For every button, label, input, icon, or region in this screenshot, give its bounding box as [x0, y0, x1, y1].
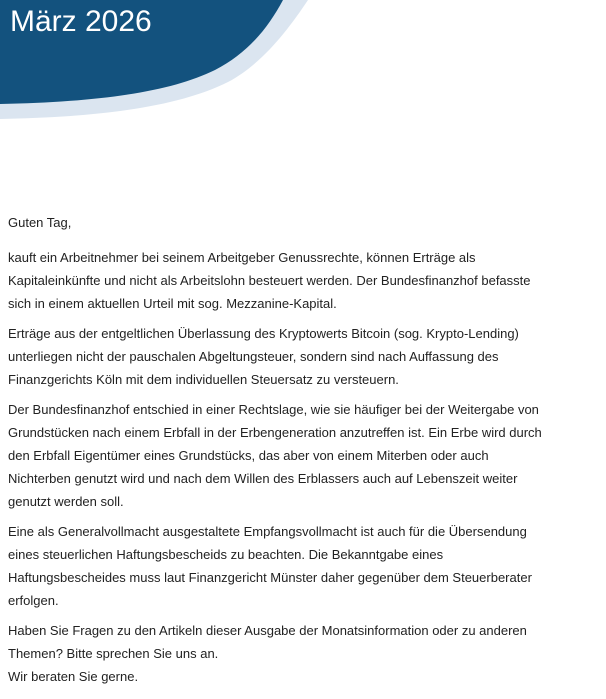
paragraph: kauft ein Arbeitnehmer bei seinem Arbeitgeber Genussrechte, können Erträge als Kapitaleinkünfte und nicht als Arbeitslohn besteuert werden. Der Bundesfinanzhof befasste sich in einem aktuellen Urteil mit sog. Mezzanine-Kapital. [8, 250, 531, 311]
paragraph: Der Bundesfinanzhof entschied in einer Rechtslage, wie sie häufiger bei der Weitergabe von Grundstücken nach einem Erbfall in der Erbengeneration anzutreffen ist. Ein Erbe wird durch den Erbfall Eigentümer eines Grundstücks, das aber von einem Miterben oder auch Nichterben genutzt wird und nach dem Willen des Erblassers auch auf Lebenszeit weiter genutzt werden soll. [8, 402, 542, 509]
letter-body [8, 211, 598, 695]
paragraphs [8, 246, 598, 688]
header-banner [0, 0, 606, 135]
paragraph: Haben Sie Fragen zu den Artikeln dieser Ausgabe der Monatsinformation oder zu anderen Themen? Bitte sprechen Sie uns an. Wir beraten Sie gerne. [8, 623, 527, 684]
paragraph: Erträge aus der entgeltlichen Überlassung des Kryptowerts Bitcoin (sog. Krypto-Lending) unterliegen nicht der pauschalen Abgeltungsteuer, sondern sind nach Auffassung des Finanzgerichts Köln mit dem individuellen Steuersatz zu versteuern. [8, 326, 519, 387]
page-title: März 2026 [10, 5, 152, 38]
paragraph: Eine als Generalvollmacht ausgestaltete Empfangsvollmacht ist auch für die Übersendung eines steuerlichen Haftungsbescheids zu beachten. Die Bekanntgabe eines Haftungsbescheides muss laut Finanzgericht Münster daher gegenüber dem Steuerberater erfolgen. [8, 524, 532, 608]
greeting-text: Guten Tag, [8, 215, 72, 230]
